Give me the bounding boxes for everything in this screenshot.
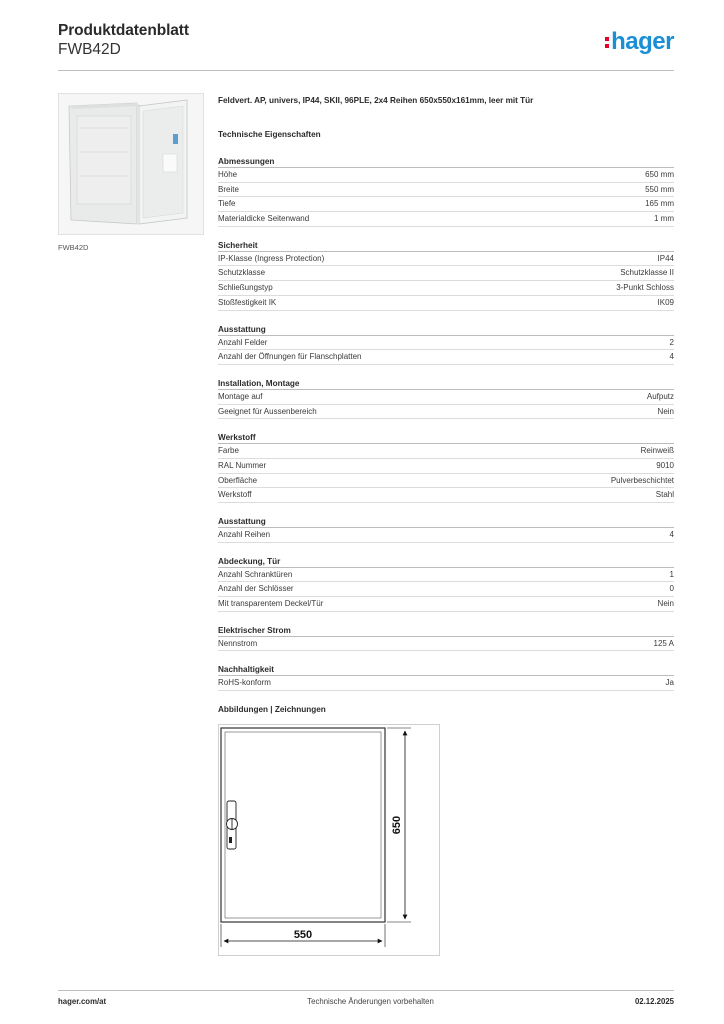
row-value: 1 [669,569,674,579]
row-value: 0 [669,584,674,594]
table-row [218,183,674,198]
section-werkstoff [218,431,674,503]
footer-divider [58,990,674,991]
product-details [218,96,674,691]
row-label: Mit transparentem Deckel/Tür [218,599,324,609]
drawings-heading: Abbildungen | Zeichnungen [218,705,326,714]
table-row [218,474,674,489]
row-value: 125 A [653,638,674,648]
table-row [218,676,674,691]
row-value: Stahl [655,490,674,500]
section-ausstattung [218,323,674,365]
table-row [218,459,674,474]
table-row [218,488,674,503]
section-elektrischer-strom [218,624,674,652]
table-row [218,212,674,227]
row-value: Pulverbeschichtet [610,475,674,485]
table-row [218,444,674,459]
row-value: 1 mm [654,214,674,224]
section-title: Ausstattung [218,515,674,528]
table-row [218,637,674,652]
row-value: 2 [669,337,674,347]
header-divider [58,70,674,71]
row-label: Geeignet für Aussenbereich [218,406,317,416]
row-value: 9010 [656,460,674,470]
row-label: Schutzklasse [218,268,266,278]
row-value: IK09 [657,297,674,307]
row-label: Schließungstyp [218,283,273,293]
row-label: Stoßfestigkeit IK [218,297,277,307]
height-dimension-label: 650 [391,815,403,835]
product-description: Feldvert. AP, univers, IP44, SKII, 96PLE, 2x4 Reihen 650x550x161mm, leer mit Tür [218,96,534,105]
row-value: Nein [657,599,674,609]
table-row [218,197,674,212]
table-row [218,336,674,351]
row-label: Tiefe [218,199,236,209]
change-notice: Technische Änderungen vorbehalten [307,997,434,1006]
table-row [218,568,674,583]
section-title: Abdeckung, Tür [218,555,674,568]
section-title: Abmessungen [218,155,674,168]
section-installation-montage [218,377,674,419]
section-abmessungen [218,155,674,227]
table-row [218,168,674,183]
row-value: 4 [669,530,674,539]
row-label: Werkstoff [218,490,252,500]
row-value: Aufputz [646,391,674,401]
table-row [218,390,674,405]
table-row [218,281,674,296]
table-row [218,582,674,597]
section-title: Nachhaltigkeit [218,663,674,676]
table-row [218,296,674,311]
row-label: IP-Klasse (Ingress Protection) [218,253,325,263]
row-label: Anzahl Reihen [218,530,271,539]
section-abdeckung-tuer [218,555,674,612]
row-label: Breite [218,184,239,194]
row-label: Montage auf [218,391,263,401]
technical-drawing [218,724,440,956]
row-label: Anzahl Schranktüren [218,569,293,579]
row-label: Anzahl Felder [218,337,268,347]
table-row [218,266,674,281]
table-row [218,350,674,365]
logo-text: hager [611,28,674,55]
row-label: Anzahl der Schlösser [218,584,294,594]
row-label: Materialdicke Seitenwand [218,214,310,224]
cabinet-outline [221,728,385,922]
table-row [218,405,674,420]
row-value: 4 [669,352,674,362]
row-value: Schutzklasse II [620,268,674,278]
table-row [218,528,674,543]
section-title: Installation, Montage [218,377,674,390]
section-nachhaltigkeit [218,663,674,691]
product-code: FWB42D [58,41,121,58]
product-photo [58,93,204,235]
document-title: Produktdatenblatt [58,22,189,39]
row-value: 650 mm [645,170,674,179]
product-photo-caption: FWB42D [58,243,89,252]
table-row [218,597,674,612]
row-label: Anzahl der Öffnungen für Flanschplatten [218,352,362,362]
section-sicherheit [218,239,674,311]
section-title: Sicherheit [218,239,674,252]
width-dimension-label: 550 [293,929,313,941]
section-title: Werkstoff [218,431,674,444]
row-value: IP44 [657,253,674,263]
row-label: Nennstrom [218,638,258,648]
row-label: RAL Nummer [218,460,267,470]
document-date: 02.12.2025 [634,997,674,1006]
table-row [218,252,674,267]
row-value: 550 mm [645,184,674,194]
row-value: Nein [657,406,674,416]
hager-logo[interactable] [605,28,674,56]
row-value: 165 mm [645,199,674,209]
section-title: Elektrischer Strom [218,624,674,637]
row-label: Oberfläche [218,475,258,485]
page-footer [58,997,674,1006]
row-label: RoHS-konform [218,678,271,688]
website-link[interactable]: hager.com/at [58,997,107,1006]
page-header [58,22,674,70]
row-value: Ja [665,678,674,688]
row-value: Reinweiß [640,446,674,456]
row-value: 3-Punkt Schloss [616,283,674,293]
logo-dots-icon [605,37,609,48]
section-title: Ausstattung [218,323,674,336]
row-label: Farbe [218,446,239,456]
row-label: Höhe [218,170,238,179]
technical-properties-heading: Technische Eigenschaften [218,130,321,139]
section-ausstattung-reihen [218,515,674,543]
